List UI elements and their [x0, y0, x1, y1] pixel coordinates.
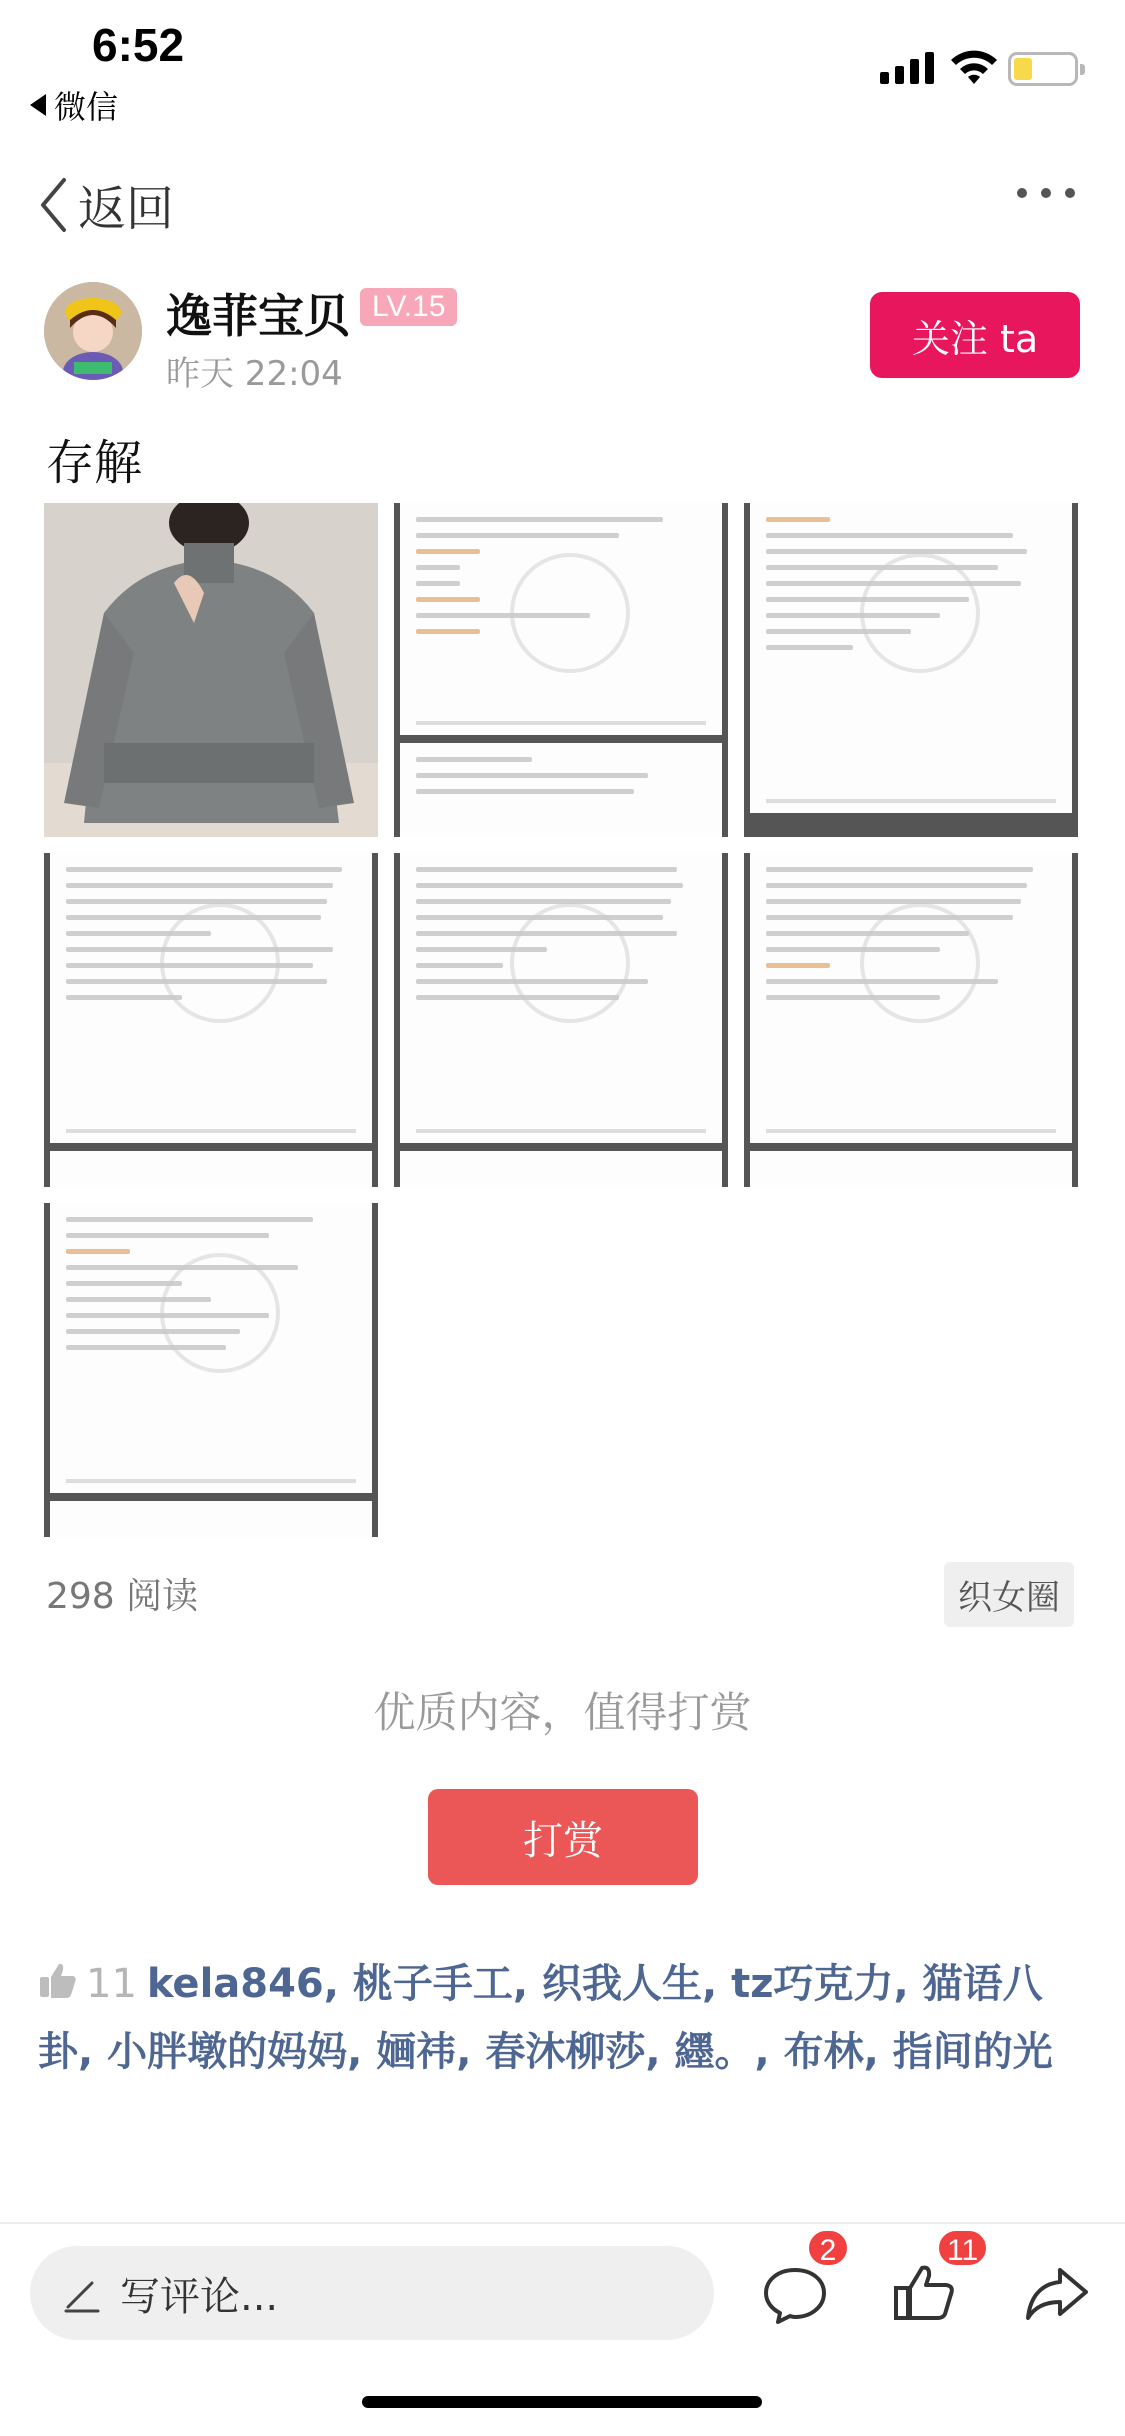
thumbs-up-icon: [38, 1961, 78, 2001]
bottom-divider: [0, 2222, 1125, 2224]
circle-tag[interactable]: 织女圈: [944, 1562, 1074, 1627]
back-to-wechat[interactable]: [30, 82, 118, 128]
follow-button[interactable]: 关注 ta: [870, 292, 1080, 378]
back-app-label: 微信: [54, 88, 119, 126]
sweater-photo-image: [44, 503, 378, 837]
back-triangle-icon: [30, 94, 46, 116]
pencil-icon: [60, 2271, 104, 2315]
image-tile-pattern-2[interactable]: [744, 503, 1078, 837]
level-badge: LV.15: [360, 288, 457, 326]
battery-icon: [1008, 52, 1078, 86]
read-count: 298 阅读: [46, 1576, 199, 1617]
nav-bar: [0, 150, 1125, 250]
status-bar: [0, 0, 1125, 130]
comment-placeholder: 写评论...: [120, 2273, 279, 2320]
liker-names[interactable]: kela846, 桃子手工, 织我人生, tz巧克力, 猫语八卦, 小胖墩的妈妈, 婳祎, 春沐柳莎, 纆。, 布林, 指间的光: [38, 1961, 1053, 2075]
likes-list: [38, 1950, 1088, 2086]
reward-button[interactable]: 打赏: [428, 1789, 698, 1885]
post-time: 昨天 22:04: [166, 354, 343, 394]
avatar[interactable]: [44, 282, 142, 380]
author-row: [0, 280, 1125, 394]
like-count: 11: [86, 1961, 137, 2007]
post-title: 存解: [46, 435, 143, 491]
comment-badge: 2: [806, 2228, 850, 2268]
status-time: 6:52: [92, 19, 185, 71]
wifi-icon: [948, 44, 1000, 88]
image-tile-pattern-6[interactable]: [44, 1203, 378, 1537]
image-tile-pattern-4[interactable]: [394, 853, 728, 1187]
image-tile-pattern-5[interactable]: [744, 853, 1078, 1187]
chevron-left-icon: [38, 176, 68, 234]
more-dots-icon[interactable]: [1017, 188, 1075, 198]
image-tile-pattern-1[interactable]: [394, 503, 728, 837]
comment-input[interactable]: [30, 2246, 714, 2340]
image-tile-sweater[interactable]: [44, 503, 378, 837]
like-badge: 11: [936, 2228, 989, 2268]
back-button[interactable]: [38, 170, 174, 239]
username[interactable]: 逸菲宝贝: [166, 289, 350, 343]
share-icon[interactable]: [1020, 2256, 1094, 2330]
back-label: 返回: [78, 181, 175, 237]
home-indicator: [362, 2396, 762, 2408]
image-tile-pattern-3[interactable]: [44, 853, 378, 1187]
reward-prompt: 优质内容，值得打赏: [373, 1688, 752, 1737]
cellular-signal-icon: [880, 50, 934, 84]
